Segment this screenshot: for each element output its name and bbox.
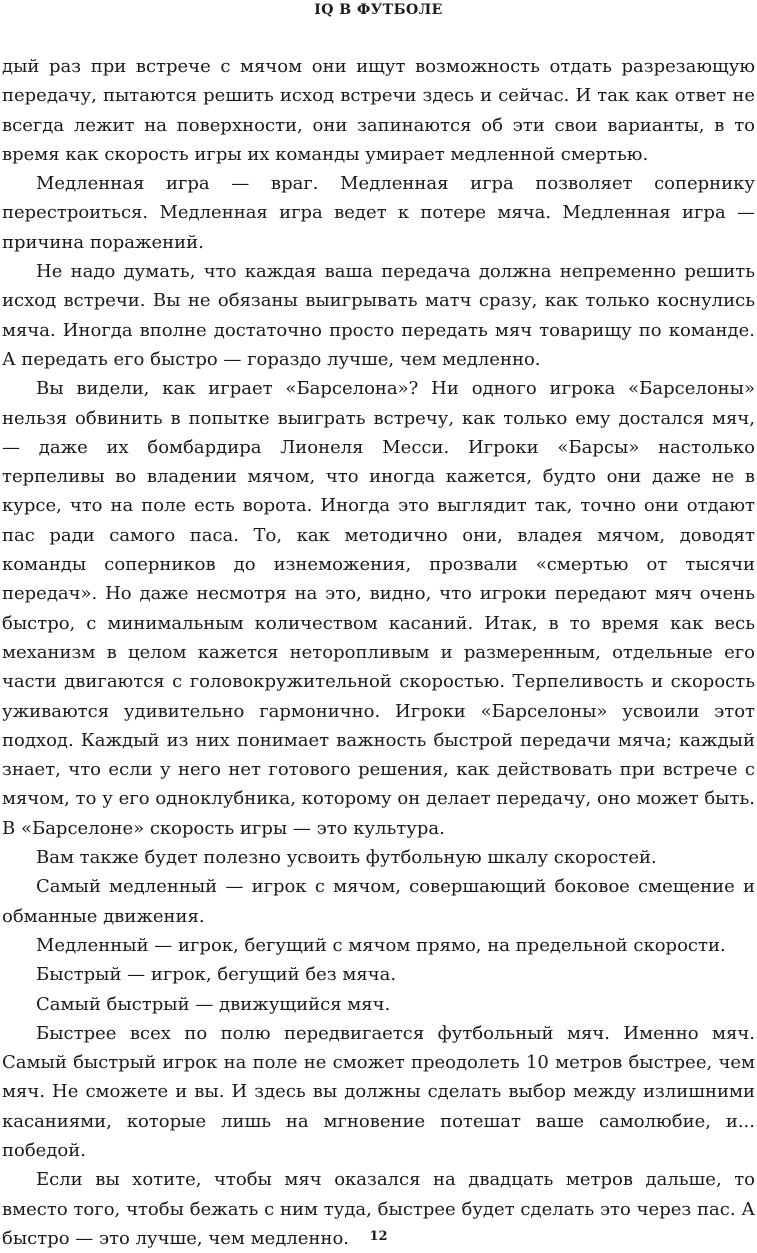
page-number: 12 — [369, 1229, 388, 1244]
running-head: IQ В ФУТБОЛЕ — [314, 2, 443, 18]
paragraph: Самый медленный — игрок с мячом, совершающий боковое смещение и обманные движения. — [2, 876, 755, 927]
paragraph: Вам также будет полезно усвоить футбольную шкалу скоростей. — [36, 847, 657, 869]
paragraph: Медленный — игрок, бегущий с мячом прямо, на предельной скорости. — [36, 934, 726, 956]
paragraph: Медленная игра — враг. Медленная игра позволяет сопернику перестроиться. Медленная игра ведет к потере мяча. Медленная игра — причина поражений. — [2, 173, 755, 253]
paragraph: Самый быстрый — движущийся мяч. — [36, 993, 391, 1015]
paragraph: Не надо думать, что каждая ваша передача должна непременно решить исход встречи. Вы не обязаны выигрывать матч сразу, как только коснулись мяча. Иногда вполне достаточно просто передать мяч товарищу по команде. А передать его быстро — гораздо лучше, чем медленно. — [2, 261, 755, 370]
body-text — [2, 52, 755, 1253]
paragraph: дый раз при встрече с мячом они ищут возможность отдать разрезающую передачу, пытаются решить исход встречи здесь и сейчас. И так как ответ не всегда лежит на поверхности, они запинаются об эти свои варианты, в то время как скорость игры их команды умирает медленной смертью. — [2, 56, 755, 165]
paragraph: Быстрый — игрок, бегущий без мяча. — [36, 964, 397, 986]
paragraph: Быстрее всех по полю передвигается футбольный мяч. Именно мяч. Самый быстрый игрок на поле не сможет преодолеть 10 метров быстрее, чем мяч. Не сможете и вы. И здесь вы должны сделать выбор между излишними касаниями, которые лишь на мгновение потешат ваше самолюбие, и... победой. — [2, 1022, 755, 1161]
paragraph: Если вы хотите, чтобы мяч оказался на двадцать метров дальше, то вместо того, чтобы бежать с ним туда, быстрее будет сделать это через пас. А быстро — это лучше, чем медленно. — [2, 1169, 755, 1249]
paragraph: Вы видели, как играет «Барселона»? Ни одного игрока «Барселоны» нельзя обвинить в попытке выиграть встречу, как только ему достался мяч, — даже их бомбардира Лионеля Месси. Игроки «Барсы» настолько терпеливы во владении мячом, что иногда кажется, будто они даже не в курсе, что на поле есть ворота. Иногда это выглядит так, точно они отдают пас ради самого паса. То, как методично они, владея мячом, доводят команды соперников до изнеможения, прозвали «смертью от тысячи передач». Но даже несмотря на это, видно, что игроки передают мяч очень быстро, с минимальным количеством касаний. Итак, в то время как весь механизм в целом кажется неторопливым и размеренным, отдельные его части двигаются с головокружительной скоростью. Терпеливость и скорость уживаются удивительно гармонично. Игроки «Барселоны» усвоили этот подход. Каждый из них понимает важность быстрой передачи мяча; каждый знает, что если у него нет готового решения, как действовать при встрече с мячом, то у его одноклубника, которому он делает передачу, оно может быть. В «Барселоне» скорость игры — это культура. — [2, 378, 755, 839]
